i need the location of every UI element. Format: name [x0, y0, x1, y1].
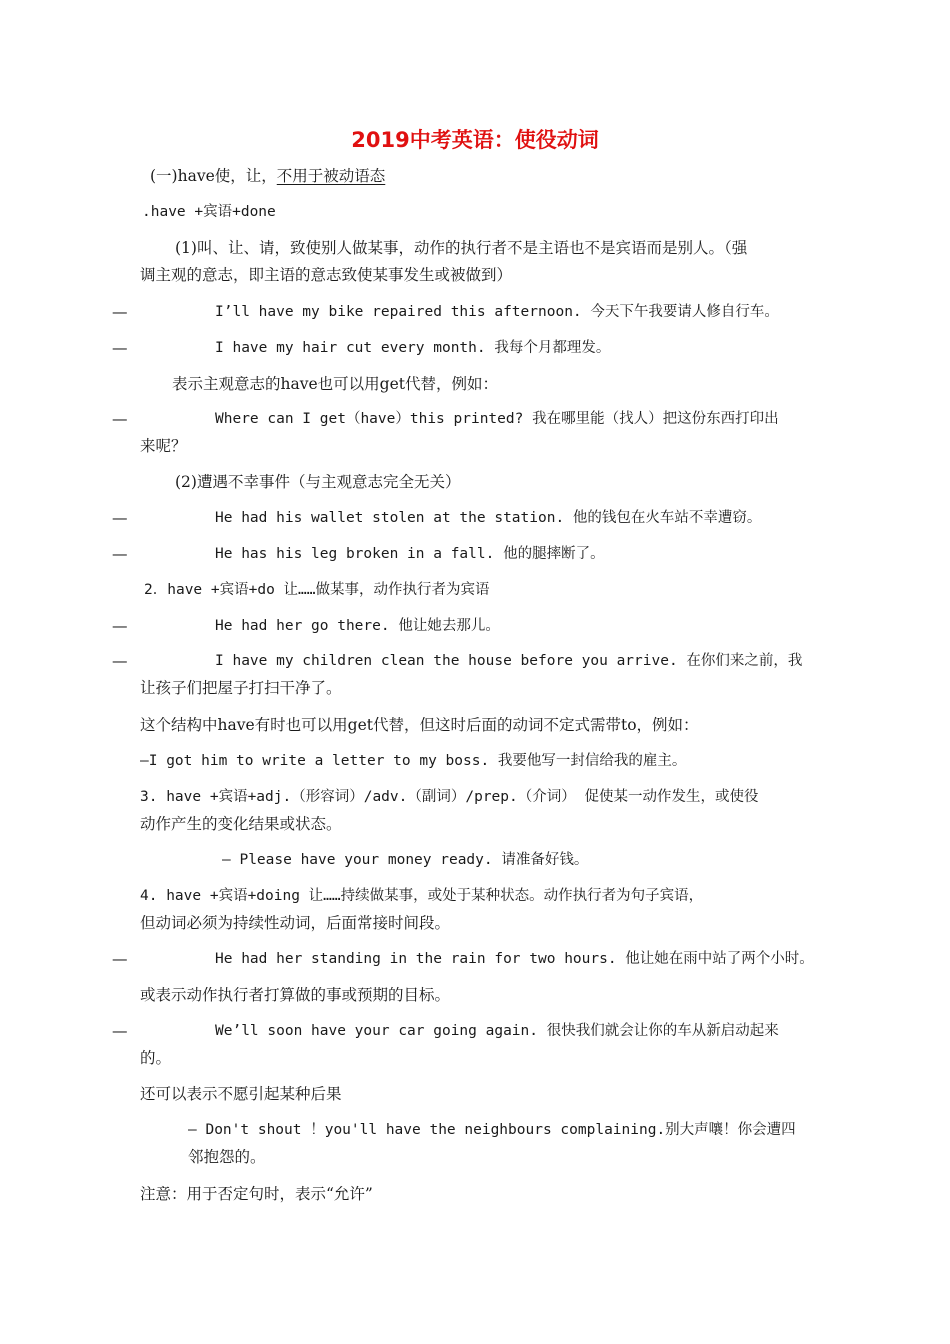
example-12-line-2: 邻抱怨的。	[188, 1148, 266, 1166]
page-title: 2019中考英语：使役动词	[351, 128, 599, 152]
example-dash: —	[112, 545, 128, 563]
example-dash: —	[112, 652, 128, 670]
note-1: 表示主观意志的have也可以用get代替，例如：	[172, 375, 498, 393]
example-3-line-2: 来呢？	[140, 437, 187, 455]
example-10: He had her standing in the rain for two hours. 他让她在雨中站了两个小时。	[215, 951, 814, 967]
section-heading-1-underlined: 不用于被动语态	[276, 167, 386, 185]
example-dash: —	[112, 509, 128, 527]
example-2: I have my hair cut every month. 我每个月都理发。	[215, 340, 611, 356]
note-4: 还可以表示不愿引起某种后果	[140, 1085, 342, 1103]
example-dash: —	[112, 950, 128, 968]
note-5: 注意：用于否定句时，表示“允许”	[140, 1185, 373, 1203]
structure-have-object-doing-line-2: 但动词必须为持续性动词，后面常接时间段。	[140, 914, 451, 932]
example-12-line-1: — Don't shout ！you'll have the neighbours complaining.别大声嚷！你会遭四	[188, 1122, 796, 1138]
note-2: 这个结构中have有时也可以用get代替，但这时后面的动词不定式需带to，例如：	[140, 716, 699, 734]
structure-have-object-done: .have +宾语+done	[142, 204, 276, 220]
example-dash: —	[112, 410, 128, 428]
section-heading-1-text: (一)have使，让，	[150, 167, 277, 185]
example-11-line-2: 的。	[140, 1049, 172, 1067]
section-heading-1	[150, 166, 385, 186]
example-1: I’ll have my bike repaired this afternoon. 今天下午我要请人修自行车。	[215, 304, 779, 320]
example-7-line-2: 让孩子们把屋子打扫干净了。	[140, 679, 342, 697]
example-5: He has his leg broken in a fall. 他的腿摔断了。	[215, 546, 605, 562]
example-dash: —	[112, 303, 128, 321]
example-7-line-1: I have my children clean the house before you arrive. 在你们来之前，我	[215, 653, 803, 669]
example-3-line-1: Where can I get（have）this printed? 我在哪里能（找人）把这份东西打印出	[215, 411, 779, 427]
example-4: He had his wallet stolen at the station. 他的钱包在火车站不幸遭窃。	[215, 510, 762, 526]
example-dash: —	[112, 339, 128, 357]
example-11-line-1: We’ll soon have your car going again. 很快我们就会让你的车从新启动起来	[215, 1023, 779, 1039]
structure-have-object-doing-line-1: 4. have +宾语+doing 让……持续做某事，或处于某种状态。动作执行者为句子宾语，	[140, 888, 704, 904]
example-9: — Please have your money ready. 请准备好钱。	[222, 852, 589, 868]
example-6: He had her go there. 他让她去那儿。	[215, 618, 500, 634]
paragraph-2: (2)遭遇不幸事件（与主观意志完全无关）	[175, 473, 461, 491]
example-dash: —	[112, 1022, 128, 1040]
structure-have-object-adj-line-1: 3. have +宾语+adj.（形容词）/adv.（副词）/prep.（介词） 促使某一动作发生，或使役	[140, 789, 759, 805]
note-3: 或表示动作执行者打算做的事或预期的目标。	[140, 986, 451, 1004]
example-8: —I got him to write a letter to my boss. 我要他写一封信给我的雇主。	[140, 753, 687, 769]
structure-have-object-adj-line-2: 动作产生的变化结果或状态。	[140, 815, 342, 833]
example-dash: —	[112, 617, 128, 635]
paragraph-1-line-2: 调主观的意志，即主语的意志致使某事发生或被做到）	[140, 266, 513, 284]
structure-have-object-do: 2．have +宾语+do 让……做某事，动作执行者为宾语	[144, 582, 490, 598]
paragraph-1-line-1: (1)叫、让、请，致使别人做某事，动作的执行者不是主语也不是宾语而是别人。（强	[175, 239, 748, 257]
